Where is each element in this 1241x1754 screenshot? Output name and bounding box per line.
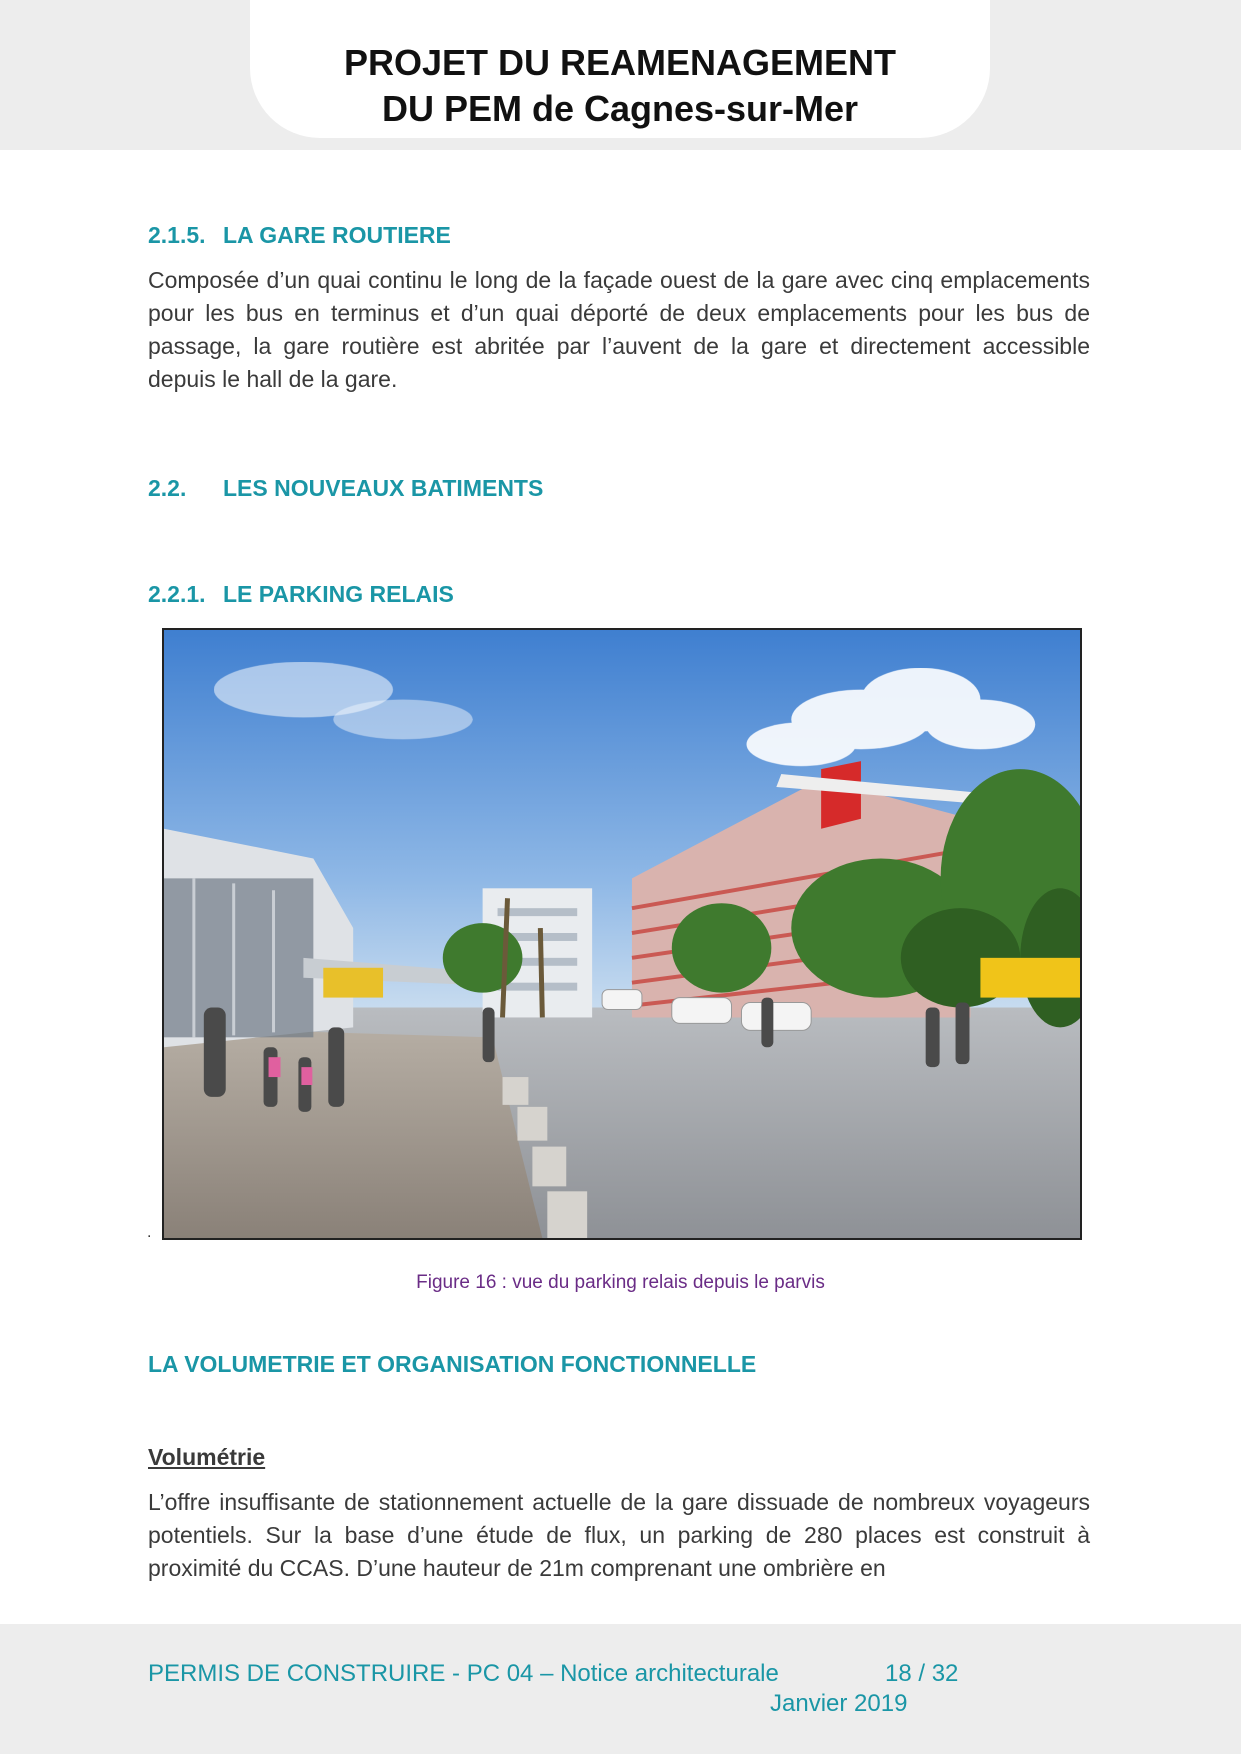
- footer-band: [0, 1624, 1241, 1754]
- heading-number: 2.2.: [148, 475, 187, 501]
- document-title: [250, 40, 990, 132]
- heading-text: LA GARE ROUTIERE: [223, 222, 451, 248]
- document-title-line1: PROJET DU REAMENAGEMENT: [343, 42, 897, 83]
- parking-relais-rendering: [164, 630, 1080, 1238]
- heading-text: LES NOUVEAUX BATIMENTS: [223, 475, 544, 501]
- figure-caption: Figure 16 : vue du parking relais depuis le parvis: [416, 1272, 825, 1293]
- footer-page-number: 18 / 32: [885, 1660, 959, 1687]
- subheading-volumetrie: Volumétrie: [148, 1444, 266, 1470]
- document-title-line2: DU PEM de Cagnes-sur-Mer: [381, 88, 859, 129]
- heading-number: 2.2.1.: [148, 581, 206, 607]
- figure-parking-relais: [162, 628, 1082, 1240]
- heading-2-2: [148, 475, 543, 502]
- heading-volumetrie-organisation: LA VOLUMETRIE ET ORGANISATION FONCTIONNELLE: [148, 1351, 757, 1377]
- heading-number: 2.1.5.: [148, 222, 206, 248]
- figure-marker: .: [147, 1224, 152, 1241]
- footer-date: Janvier 2019: [770, 1690, 908, 1717]
- heading-2-1-5: [148, 222, 451, 249]
- heading-text: LE PARKING RELAIS: [223, 581, 454, 607]
- paragraph-volumetrie: L’offre insuffisante de stationnement actuelle de la gare dissuade de nombreux voyageurs potentiels. Sur la base d’une étude de flux, un parking de 280 places est construit à proximité du CCAS. D’une hauteur de 21m comprenant une ombrière en: [148, 1489, 1090, 1581]
- heading-2-2-1: [148, 581, 454, 608]
- footer-document-label: PERMIS DE CONSTRUIRE - PC 04 – Notice architecturale: [148, 1660, 779, 1687]
- paragraph-gare-routiere: Composée d’un quai continu le long de la façade ouest de la gare avec cinq emplacements pour les bus en terminus et d’un quai déporté de deux emplacements pour les bus de passage, la gare routière est abritée par l’auvent de la gare et directement accessible depuis le hall de la gare.: [148, 267, 1090, 392]
